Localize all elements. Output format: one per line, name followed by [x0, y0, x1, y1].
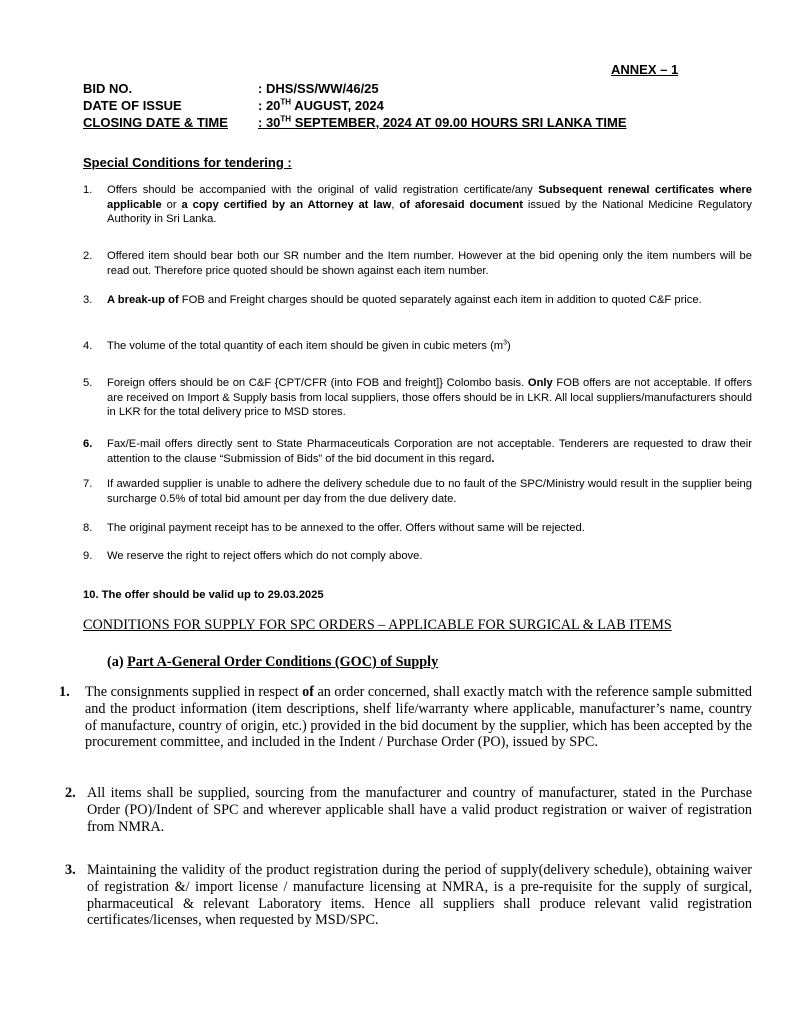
item-number: 3.	[83, 294, 93, 306]
goc-item-text: The consignments supplied in respect of an order concerned, shall exactly match with the reference sample submitted and the product information (item descriptions, shelf life/warranty where applicable, manufacturer’s name, country of manufacture, country of origin, etc.) provided in the bid document by the supplier, which has been accepted by the procurement committee, and included in the Indent / Purchase Order (PO), issued by SPC.	[85, 684, 752, 751]
item-number: 5.	[83, 377, 93, 389]
goc-item	[65, 862, 752, 929]
goc-item-text: All items shall be supplied, sourcing from the manufacturer and country of manufacturer, stated in the Purchase Order (PO)/Indent of SPC and wherever applicable shall have a valid product registration or waiver of registration from NMRA.	[87, 785, 752, 835]
annex-label: ANNEX – 1	[611, 62, 679, 77]
special-condition-item	[83, 549, 752, 564]
bid-no-value: : DHS/SS/WW/46/25	[258, 81, 379, 96]
item-text: The original payment receipt has to be annexed to the offer. Offers without same will be rejected.	[107, 522, 585, 534]
special-condition-item	[83, 339, 752, 354]
issue-date-label: DATE OF ISSUE	[83, 98, 182, 113]
special-condition-item	[83, 183, 752, 227]
closing-date-day: : 30	[258, 115, 281, 130]
special-condition-item	[83, 477, 752, 506]
part-a-title: Part A-General Order Conditions (GOC) of Supply	[127, 654, 439, 670]
item-text: Offers should be accompanied with the original of valid registration certificate/any Subsequent renewal certificates where applicable or a copy certified by an Attorney at law, of aforesaid document issued by the National Medicine Regulatory Authority in Sri Lanka.	[107, 184, 752, 225]
item-number: 9.	[83, 550, 93, 562]
closing-date-label: CLOSING DATE & TIME	[83, 115, 228, 130]
bid-no-row	[83, 80, 627, 97]
conditions-heading: CONDITIONS FOR SUPPLY FOR SPC ORDERS – APPLICABLE FOR SURGICAL & LAB ITEMS	[83, 617, 672, 633]
item-text: Offered item should bear both our SR number and the Item number. However at the bid opening only the item numbers will be read out. Therefore price quoted should be shown against each item number.	[107, 250, 752, 277]
goc-item-text: Maintaining the validity of the product registration during the period of supply(delivery schedule), obtaining waiver of registration &/ import license / manufacture licensing at NMRA, is a pre-requisite for the supply of surgical, pharmaceutical & relevant Laboratory items. Hence all suppliers shall produce relevant valid registration certificates/licenses, when requested by MSD/SPC.	[87, 862, 752, 929]
item-text: The volume of the total quantity of each item should be given in cubic meters $(m^3)$	[107, 339, 511, 352]
item-text: Foreign offers should be on C&F {CPT/CFR (into FOB and freight]} Colombo basis. Only FOB offers are not acceptable. If offers are received on Import & Supply basis from local suppliers, those offers should be in LKR. All local suppliers/manufacturers should in LKR for the total delivery price to MSD stores.	[107, 377, 752, 418]
item-text: If awarded supplier is unable to adhere the delivery schedule due to no fault of the SPC/Ministry would result in the supplier being surcharge 0.5% of total bid amount per day from the due delivery date.	[107, 478, 752, 505]
closing-date-row	[83, 114, 627, 131]
issue-date-row	[83, 97, 627, 114]
special-condition-validity: 10. The offer should be valid up to 29.03.2025	[83, 589, 324, 601]
issue-date-value	[258, 97, 384, 114]
bid-no-label: BID NO.	[83, 81, 133, 96]
special-condition-item	[83, 437, 752, 466]
item-number: 6.	[83, 438, 93, 450]
item-text: A break-up of FOB and Freight charges should be quoted separately against each item in addition to quoted C&F price.	[107, 294, 702, 306]
closing-date-value	[258, 114, 627, 131]
goc-item-number: 3.	[65, 862, 76, 878]
special-conditions-heading: Special Conditions for tendering :	[83, 155, 292, 170]
item-text: We reserve the right to reject offers which do not comply above.	[107, 550, 423, 562]
special-condition-item	[83, 376, 752, 420]
goc-item	[65, 785, 752, 835]
item-number: 7.	[83, 478, 93, 490]
item-number: 1.	[83, 184, 93, 196]
special-condition-item	[83, 249, 752, 278]
part-a-heading: (a) Part A-General Order Conditions (GOC) of Supply	[107, 654, 439, 670]
bid-header	[83, 80, 627, 131]
goc-item	[59, 684, 752, 751]
goc-item-number: 1.	[59, 684, 70, 700]
closing-date-sup: TH	[280, 114, 292, 124]
special-condition-item	[83, 521, 752, 536]
issue-date-sup: TH	[280, 97, 292, 107]
item-number: 2.	[83, 250, 93, 262]
item-text: Fax/E-mail offers directly sent to State Pharmaceuticals Corporation are not acceptable. Tenderers are requested to draw their attention to the clause “Submission of Bids” of the bid document in this regard.	[107, 438, 752, 465]
item-number: 8.	[83, 522, 93, 534]
special-condition-item	[83, 293, 752, 308]
issue-date-month: AUGUST, 2024	[291, 98, 384, 113]
issue-date-day: : 20	[258, 98, 281, 113]
closing-date-time: SEPTEMBER, 2024 AT 09.00 HOURS SRI LANKA TIME	[291, 115, 627, 130]
item-number: 4.	[83, 340, 93, 352]
goc-item-number: 2.	[65, 785, 76, 801]
